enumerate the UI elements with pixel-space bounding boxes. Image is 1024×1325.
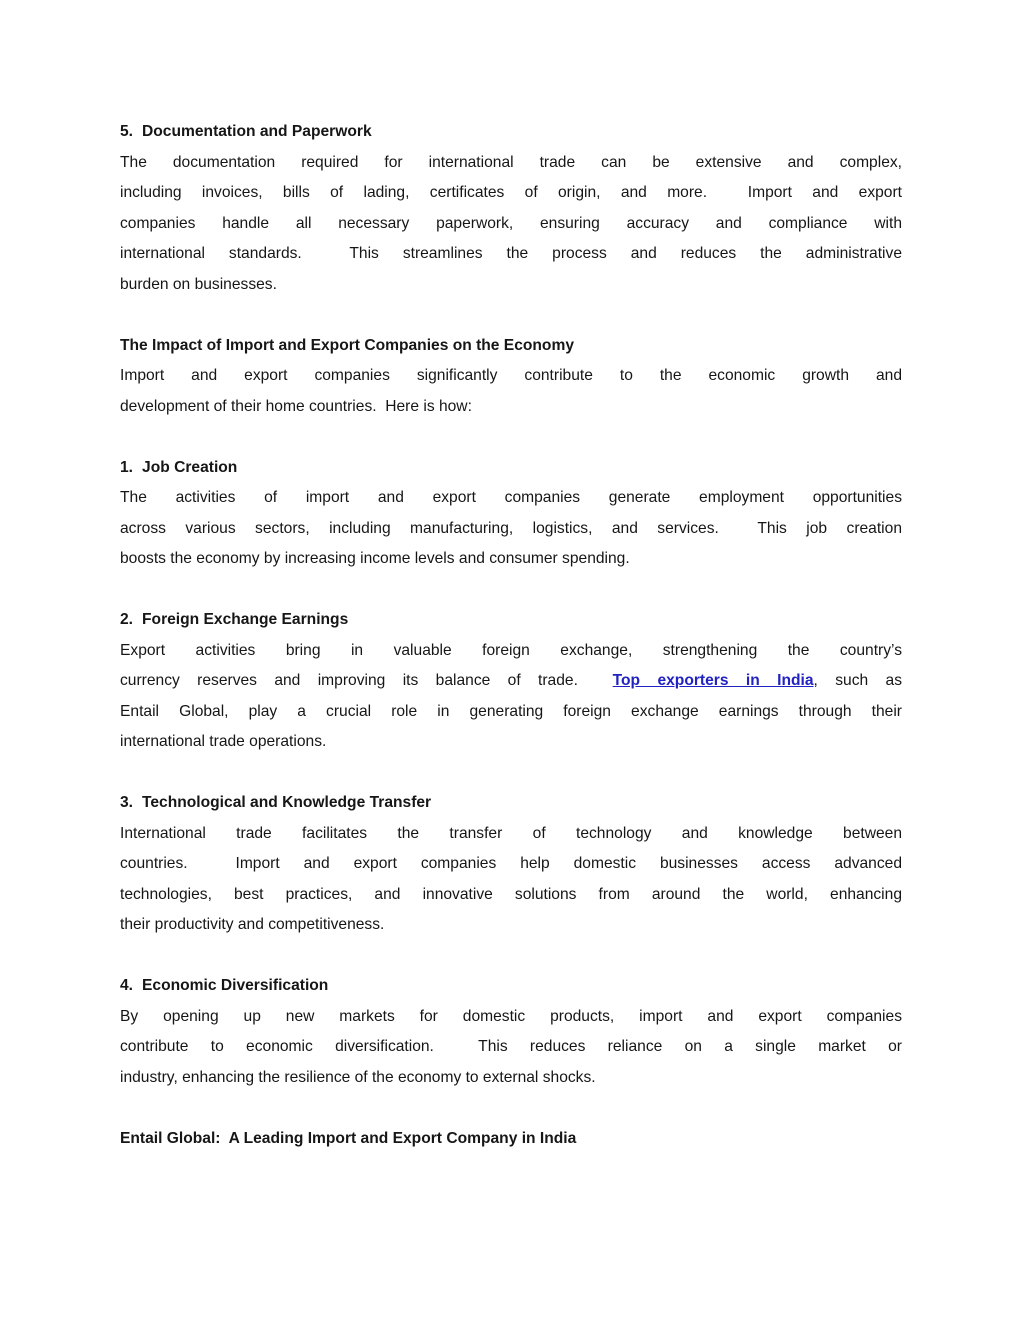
heading-text: Entail Global: A Leading Import and Export Company in India xyxy=(120,1129,577,1147)
text-run: international trade operations. xyxy=(120,733,327,750)
paragraph-line xyxy=(120,697,902,728)
heading-entail-global-a-leading-import-and-expor xyxy=(120,1124,902,1155)
text-run: contribute to economic diversification. This reduces reliance on a single market or xyxy=(120,1038,902,1055)
text-run: Import and export companies significantly contribute to the economic growth and xyxy=(120,367,902,384)
blank-line xyxy=(120,758,902,789)
heading-number: 4. xyxy=(120,977,134,994)
paragraph-line xyxy=(120,636,902,667)
paragraph-line xyxy=(120,849,902,880)
heading-foreign-exchange-earnings xyxy=(120,605,902,636)
text-run: By opening up new markets for domestic products, import and export companies xyxy=(120,1007,902,1025)
blank-line xyxy=(120,422,902,453)
blank-line xyxy=(120,575,902,606)
heading-technological-and-knowledge-transfer xyxy=(120,788,902,819)
text-run: , such as xyxy=(813,672,903,689)
text-run: boosts the economy by increasing income levels and consumer spending. xyxy=(120,550,630,567)
heading-economic-diversification xyxy=(120,971,902,1002)
heading-text: Economic Diversification xyxy=(142,977,329,994)
top-exporters-in-india-link[interactable]: Top exporters in India xyxy=(612,672,814,689)
text-run: international standards. This streamlines the process and reduces the administrative xyxy=(120,245,902,262)
paragraph-line xyxy=(120,1063,902,1094)
heading-documentation-and-paperwork xyxy=(120,117,902,148)
heading-text: Job Creation xyxy=(142,458,238,476)
text-run: Export activities bring in valuable foreign exchange, strengthening the country’s xyxy=(120,641,902,659)
text-run: technologies, best practices, and innovative solutions from around the world, enhancing xyxy=(120,885,902,903)
text-run: currency reserves and improving its balance of trade. xyxy=(120,672,613,689)
paragraph-line xyxy=(120,178,902,209)
heading-text: Foreign Exchange Earnings xyxy=(142,611,349,628)
paragraph-line xyxy=(120,910,902,941)
text-run: countries. Import and export companies help domestic businesses access advanced xyxy=(120,855,902,872)
text-run: burden on businesses. xyxy=(120,275,277,293)
heading-number: 3. xyxy=(120,794,134,811)
blank-line xyxy=(120,300,902,331)
blank-line xyxy=(120,941,902,972)
paragraph-line xyxy=(120,239,902,270)
heading-text: Documentation and Paperwork xyxy=(142,123,372,140)
heading-job-creation xyxy=(120,453,902,484)
heading-text: The Impact of Import and Export Companies on the Economy xyxy=(120,336,574,354)
text-run: industry, enhancing the resilience of the economy to external shocks. xyxy=(120,1068,596,1086)
paragraph-line xyxy=(120,209,902,240)
paragraph-line xyxy=(120,544,902,575)
paragraph-line xyxy=(120,666,902,697)
paragraph-line xyxy=(120,483,902,514)
paragraph-line xyxy=(120,819,902,850)
text-run: including invoices, bills of lading, certificates of origin, and more. Import and export xyxy=(120,184,902,201)
text-run: their productivity and competitiveness. xyxy=(120,916,385,933)
heading-number: 1. xyxy=(120,458,134,476)
paragraph-line xyxy=(120,270,902,301)
paragraph-line xyxy=(120,1002,902,1033)
text-run: development of their home countries. Here is how: xyxy=(120,397,472,415)
heading-text: Technological and Knowledge Transfer xyxy=(142,794,432,811)
paragraph-line xyxy=(120,880,902,911)
text-run: International trade facilitates the transfer of technology and knowledge between xyxy=(120,824,902,842)
paragraph-line xyxy=(120,392,902,423)
paragraph-line xyxy=(120,361,902,392)
text-run: The activities of import and export companies generate employment opportunities xyxy=(120,489,902,506)
paragraph-line xyxy=(120,727,902,758)
heading-the-impact-of-import-and-export-companie xyxy=(120,331,902,362)
text-run: companies handle all necessary paperwork, ensuring accuracy and compliance with xyxy=(120,214,902,232)
heading-number: 5. xyxy=(120,123,134,140)
heading-number: 2. xyxy=(120,611,134,628)
text-run: The documentation required for international trade can be extensive and complex, xyxy=(120,153,902,171)
blank-line xyxy=(120,1093,902,1124)
paragraph-line xyxy=(120,514,902,545)
paragraph-line xyxy=(120,1032,902,1063)
text-run: Entail Global, play a crucial role in generating foreign exchange earnings through their xyxy=(120,702,902,720)
text-run: across various sectors, including manufacturing, logistics, and services. This job creation xyxy=(120,519,902,537)
paragraph-line xyxy=(120,148,902,179)
